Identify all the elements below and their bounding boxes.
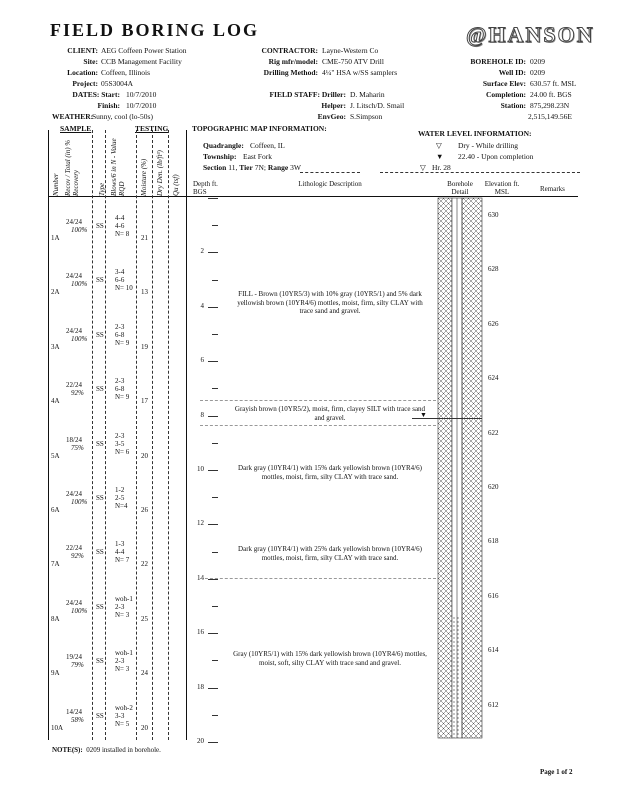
borehole-id-value: 0209 — [530, 57, 545, 66]
site-value: CCB Management Facility — [101, 57, 182, 66]
grid-divider — [105, 130, 106, 740]
sample-recovery-percent: 100% — [71, 226, 88, 234]
depth-tick — [208, 742, 218, 743]
sample-number: 5A — [51, 451, 60, 460]
sample-recovery: 24/24 — [66, 272, 82, 281]
sample-moisture: 17 — [141, 397, 148, 406]
sample-number: 7A — [51, 560, 60, 569]
depth-tick — [208, 688, 218, 689]
col-qu-header: Qu (tsf) — [172, 174, 180, 196]
sample-recovery-percent: 100% — [71, 606, 88, 615]
elevation-label: 628 — [488, 265, 499, 274]
sample-n-value: N= 5 — [115, 719, 130, 728]
sample-number: 3A — [51, 342, 60, 351]
water-while-symbol: ▽ — [436, 141, 442, 150]
elevation-label: 612 — [488, 700, 499, 709]
grid-divider — [168, 130, 169, 740]
sample-moisture: 22 — [141, 560, 148, 569]
sample-number: 2A — [51, 288, 60, 297]
sample-moisture: 20 — [141, 723, 148, 732]
depth-label: 4 — [200, 301, 204, 310]
depth-label: 2 — [200, 247, 204, 256]
water-heading: WATER LEVEL INFORMATION: — [418, 129, 532, 138]
dates-label: DATES: Start: — [72, 90, 120, 99]
water-level-symbol: ▼ — [420, 411, 427, 419]
sample-recovery: 18/24 — [66, 435, 82, 444]
site-label: Site: — [83, 57, 98, 66]
water-while-drilling: Dry - While drilling — [458, 141, 519, 150]
sample-moisture: 20 — [141, 451, 148, 460]
sample-moisture: 26 — [141, 506, 148, 514]
township-value: East Fork — [243, 152, 272, 161]
start-date: 10/7/2010 — [126, 90, 157, 99]
sample-recovery: 24/24 — [66, 490, 82, 498]
rig-value: CME-750 ATV Drill — [322, 57, 384, 66]
sample-number: 1A — [51, 234, 60, 242]
testing-heading: TESTING — [135, 124, 169, 133]
col-type-header: Type — [98, 182, 106, 196]
grid-divider — [152, 130, 153, 740]
depth-label: 8 — [200, 410, 204, 419]
helper-value: J. Litsch/D. Smail — [350, 101, 405, 110]
depth-tick — [208, 361, 218, 362]
col-moisture-header: Moisture (%) — [140, 158, 148, 196]
sample-type: SS — [96, 494, 104, 502]
station-value: 875,298.23N — [530, 101, 570, 110]
sample-blows-2: 2-3 — [115, 602, 125, 611]
grid-divider — [136, 130, 137, 740]
sample-number: 6A — [51, 506, 60, 514]
lithologic-description-3: Dark gray (10YR4/1) with 15% dark yellowish brown (10YR4/6) mottles, moist, firm, silty CLAY with trace sand. — [238, 464, 422, 481]
sample-blows-2: 3-3 — [115, 711, 125, 720]
water-after-hours: Hr. 28 — [432, 163, 451, 172]
col-recovery-header: Recov / Total (in) % Recovery — [64, 139, 80, 196]
sample-blows-1: woh-1 — [115, 594, 133, 603]
elevation-label: 630 — [488, 211, 499, 219]
sample-recovery-percent: 75% — [71, 443, 84, 452]
drilling-value: 4¼" HSA w/SS samplers — [322, 68, 398, 77]
sample-blows-1: woh-1 — [115, 649, 133, 658]
sample-blows-2: 4-4 — [115, 548, 125, 557]
grid-divider — [186, 130, 187, 740]
sample-type: SS — [96, 602, 104, 611]
header-dash-1 — [300, 172, 360, 173]
sample-type: SS — [96, 330, 104, 339]
sample-moisture: 24 — [141, 669, 148, 678]
station-east-value: 2,515,149.56E — [528, 112, 572, 121]
contact-line — [200, 400, 436, 401]
sample-blows-1: 1-3 — [115, 540, 125, 549]
sample-recovery-percent: 92% — [71, 552, 84, 561]
engeo-label: EnvGeo: — [317, 112, 346, 121]
sample-blows-1: 1-2 — [115, 486, 125, 494]
project-label: Project: — [72, 79, 98, 88]
sample-blows-2: 2-3 — [115, 657, 125, 666]
contact-line — [200, 578, 436, 579]
sample-blows-1: 4-4 — [115, 214, 125, 222]
client-label: CLIENT: — [67, 46, 98, 55]
sample-blows-2: 2-5 — [115, 494, 125, 502]
contact-line — [200, 425, 436, 426]
sample-recovery: 14/24 — [66, 707, 82, 716]
depth-tick — [208, 470, 218, 471]
sample-recovery: 22/24 — [66, 544, 82, 553]
notes: NOTE(S): 0209 installed in borehole. — [52, 746, 161, 754]
sample-type: SS — [96, 276, 104, 285]
sample-recovery: 24/24 — [66, 598, 82, 607]
drilling-label: Drilling Method: — [263, 68, 318, 77]
elevation-label: 620 — [488, 483, 499, 491]
sample-recovery: 19/24 — [66, 653, 82, 662]
depth-tick — [208, 252, 218, 253]
sample-moisture: 25 — [141, 614, 148, 623]
sample-n-value: N= 3 — [115, 665, 130, 674]
location-label: Location: — [67, 68, 98, 77]
elevation-label: 624 — [488, 374, 499, 383]
depth-tick — [212, 388, 218, 389]
sample-recovery: 24/24 — [66, 218, 82, 226]
sample-recovery-percent: 58% — [71, 715, 84, 724]
sample-recovery-percent: 100% — [71, 334, 88, 343]
table-header-rule — [48, 196, 578, 197]
water-after-symbol: ▽ — [420, 163, 426, 172]
sample-moisture: 21 — [141, 234, 148, 242]
sample-blows-2: 3-5 — [115, 439, 125, 448]
borehole-id-label: BOREHOLE ID: — [470, 57, 526, 66]
client-value: AEG Coffeen Power Station — [101, 46, 187, 55]
depth-tick — [208, 416, 218, 417]
sample-n-value: N= 10 — [115, 284, 133, 293]
col-borehole-header: Borehole Detail — [447, 180, 473, 196]
page-title: FIELD BORING LOG — [50, 20, 260, 40]
sample-blows-1: 2-3 — [115, 322, 125, 331]
well-id-label: Well ID: — [498, 68, 526, 77]
contractor-label: CONTRACTOR: — [261, 46, 318, 55]
sample-number: 9A — [51, 669, 60, 678]
sample-type: SS — [96, 548, 104, 557]
sample-blows-2: 6-8 — [115, 330, 125, 339]
sample-n-value: N= 7 — [115, 556, 130, 565]
topo-heading: TOPOGRAPHIC MAP INFORMATION: — [192, 124, 327, 133]
sample-recovery-percent: 100% — [71, 280, 88, 289]
lithologic-description-4: Dark gray (10YR4/1) with 25% dark yellowish brown (10YR4/6) mottles, moist, firm, silty CLAY with trace sand. — [238, 545, 422, 562]
depth-label: 6 — [200, 356, 204, 365]
sample-heading: SAMPLE — [60, 124, 92, 133]
sample-type: SS — [96, 222, 104, 230]
depth-tick — [212, 280, 218, 281]
depth-tick — [212, 660, 218, 661]
sample-blows-1: 2-3 — [115, 377, 125, 386]
depth-tick — [212, 715, 218, 716]
sample-type: SS — [96, 385, 104, 394]
field-staff-label: FIELD STAFF: Driller: — [269, 90, 346, 99]
sample-number: 4A — [51, 397, 60, 406]
sample-n-value: N= 3 — [115, 610, 130, 619]
depth-tick — [208, 198, 218, 199]
location-value: Coffeen, Illinois — [101, 68, 151, 77]
depth-label: 16 — [197, 628, 204, 637]
depth-label: 14 — [197, 573, 204, 582]
sample-recovery: 24/24 — [66, 326, 82, 335]
lithologic-description-5: Gray (10YR5/1) with 15% dark yellowish brown (10YR4/6) mottles, moist, soft, silty CLAY with trace sand and gravel. — [233, 650, 427, 667]
depth-label: 20 — [197, 737, 204, 745]
depth-label: 10 — [197, 465, 204, 473]
col-remarks-header: Remarks — [540, 185, 565, 193]
water-upon-symbol: ▼ — [436, 152, 444, 161]
sample-moisture: 19 — [141, 342, 148, 351]
company-logo: @HANSON — [466, 22, 595, 47]
sample-recovery: 22/24 — [66, 381, 82, 390]
quadrangle-value: Coffeen, IL — [250, 141, 285, 150]
col-elevation-header: Elevation ft. MSL — [484, 180, 520, 196]
lithologic-description-2: Grayish brown (10YR5/2), moist, firm, clayey SILT with trace sand and gravel. — [234, 405, 426, 422]
completion-label: Completion: — [486, 90, 526, 99]
col-dry-density-header: Dry Den. (lb/ft³) — [156, 150, 164, 196]
col-number-header: Number — [52, 173, 60, 196]
sample-blows-2: 6-6 — [115, 276, 125, 285]
elevation-label: 618 — [488, 537, 499, 546]
depth-tick — [212, 334, 218, 335]
col-lithologic-header: Lithologic Description — [298, 180, 362, 188]
finish-date: 10/7/2010 — [126, 101, 157, 110]
project-value: 05S3004A — [101, 79, 134, 88]
sample-blows-2: 6-8 — [115, 385, 125, 394]
elevation-label: 616 — [488, 591, 499, 600]
sample-blows-2: 4-6 — [115, 222, 125, 230]
header-dash-2 — [380, 172, 580, 173]
sample-number: 8A — [51, 614, 60, 623]
finish-label: Finish: — [97, 101, 120, 110]
weather-label: WEATHER: — [52, 112, 94, 121]
elevation-label: 626 — [488, 319, 499, 328]
sample-n-value: N= 6 — [115, 447, 130, 456]
sample-number: 10A — [51, 723, 64, 732]
page-number: Page 1 of 2 — [540, 768, 573, 776]
sample-recovery-percent: 100% — [71, 498, 88, 506]
sample-moisture: 13 — [141, 288, 148, 297]
elevation-label: 614 — [488, 646, 499, 655]
surface-elev-value: 630.57 ft. MSL — [530, 79, 577, 88]
depth-tick — [212, 225, 218, 226]
rig-label: Rig mfr/model: — [268, 57, 318, 66]
sample-n-value: N= 8 — [115, 230, 130, 238]
sample-recovery-percent: 79% — [71, 661, 84, 670]
sample-n-value: N= 9 — [115, 393, 130, 402]
weather-value: Sunny, cool (lo-50s) — [92, 112, 153, 121]
col-depth-header: Depth ft. BGS — [193, 180, 218, 196]
sample-n-value: N=4 — [115, 502, 128, 510]
depth-tick — [208, 524, 218, 525]
well-id-value: 0209 — [530, 68, 545, 77]
quadrangle-label: Quadrangle: — [203, 141, 244, 150]
depth-tick — [208, 307, 218, 308]
sample-blows-1: woh-2 — [115, 703, 133, 712]
depth-tick — [212, 443, 218, 444]
borehole-detail-graphic — [436, 196, 486, 741]
sample-recovery-percent: 92% — [71, 389, 84, 398]
depth-tick — [208, 633, 218, 634]
sample-blows-1: 3-4 — [115, 268, 125, 277]
sample-type: SS — [96, 439, 104, 448]
grid-left-border — [48, 130, 49, 740]
depth-tick — [212, 497, 218, 498]
depth-label: 12 — [197, 519, 204, 528]
helper-label: Helper: — [321, 101, 346, 110]
depth-tick — [212, 606, 218, 607]
grid-divider — [92, 130, 93, 740]
surface-elev-label: Surface Elev: — [482, 79, 526, 88]
driller-value: D. Maharin — [350, 90, 385, 99]
lithologic-description-1: FILL - Brown (10YR5/3) with 10% gray (10YR5/1) and 5% dark yellowish brown (10YR4/6) mottles, moist, firm, silty CLAY with trace sand and gravel. — [237, 290, 423, 315]
depth-tick — [212, 552, 218, 553]
contractor-value: Layne-Western Co — [322, 46, 379, 55]
sample-n-value: N= 9 — [115, 338, 130, 347]
sample-blows-1: 2-3 — [115, 431, 125, 440]
section-tier-range: Section 11, Tier 7N; Range 3W — [203, 163, 301, 172]
engeo-value: S.Simpson — [350, 112, 383, 121]
sample-type: SS — [96, 657, 104, 666]
elevation-label: 622 — [488, 428, 499, 437]
sample-type: SS — [96, 711, 104, 720]
depth-label: 18 — [197, 682, 204, 691]
station-label: Station: — [500, 101, 526, 110]
township-label: Township: — [203, 152, 237, 161]
completion-value: 24.00 ft. BGS — [530, 90, 572, 99]
water-upon-completion: 22.40 - Upon completion — [458, 152, 534, 161]
col-blows-header: Blows/6 in N - Value RQD — [110, 138, 126, 196]
